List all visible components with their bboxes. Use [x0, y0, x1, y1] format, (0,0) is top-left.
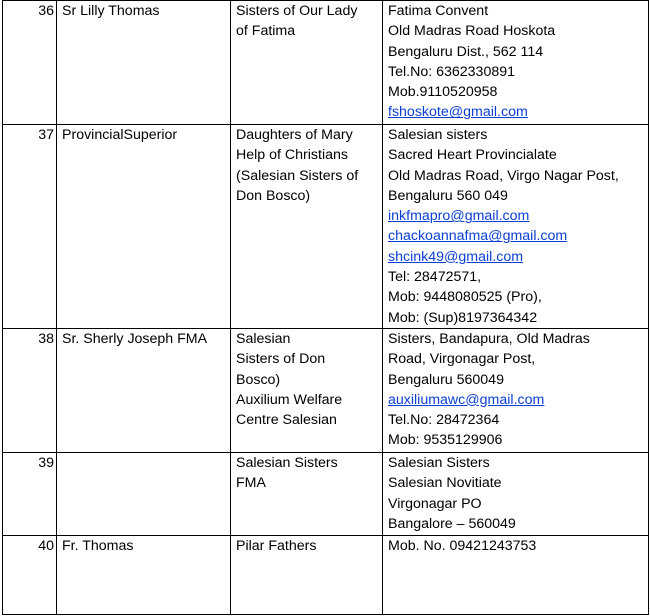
address-cell: [383, 125, 649, 329]
organization-line: Don Bosco): [236, 187, 311, 204]
organization-line: Salesian: [236, 331, 291, 347]
address-line: Bengaluru 560049: [388, 371, 504, 388]
table-row: [3, 536, 649, 615]
email-line: [388, 206, 646, 226]
organization-line: Help of Christians: [236, 147, 348, 164]
address-line: Bengaluru Dist., 562 114: [388, 43, 544, 60]
entry-number: 37: [3, 125, 57, 329]
entry-number: 40: [3, 536, 57, 615]
address-line: Sisters, Bandapura, Old Madras: [388, 331, 590, 347]
organization-cell: [231, 536, 383, 615]
organization-line: Daughters of Mary: [236, 127, 353, 143]
address-line: Fatima Convent: [388, 3, 489, 19]
address-line: Tel.No: 28472364: [388, 412, 500, 429]
directory-table: [2, 0, 649, 615]
organization-line: Bosco): [236, 371, 281, 388]
address-line: Road, Virgonagar Post,: [388, 351, 536, 368]
organization-line: Sisters of Don: [236, 351, 326, 368]
organization-line: Auxilium Welfare: [236, 391, 343, 408]
organization-line: Pilar Fathers: [236, 538, 317, 554]
address-cell: [383, 329, 649, 453]
organization-cell: [231, 125, 383, 329]
directory-table-body: [3, 1, 649, 615]
address-cell: [383, 536, 649, 615]
email-line: [388, 102, 646, 122]
entry-number: 36: [3, 1, 57, 125]
organization-line: FMA: [236, 475, 266, 492]
address-line: Sacred Heart Provincialate: [388, 147, 557, 164]
contact-name: Sr. Sherly Joseph FMA: [57, 329, 231, 453]
address-line: Mob.9110520958: [388, 84, 498, 101]
address-line: Salesian Sisters: [388, 455, 490, 471]
email-line: [388, 247, 646, 267]
address-line: Bengaluru 560 049: [388, 187, 508, 204]
address-cell: [383, 1, 649, 125]
organization-cell: [231, 453, 383, 536]
address-line: Virgonagar PO: [388, 495, 482, 512]
organization-cell: [231, 1, 383, 125]
address-line: Salesian Novitiate: [388, 475, 502, 492]
organization-line: Salesian Sisters: [236, 455, 338, 471]
email-line: [388, 390, 646, 410]
table-row: [3, 125, 649, 329]
email-link[interactable]: inkfmapro@gmail.com: [388, 208, 530, 225]
table-row: [3, 329, 649, 453]
email-line: [388, 226, 646, 246]
table-row: [3, 453, 649, 536]
email-link[interactable]: chackoannafma@gmail.com: [388, 228, 568, 245]
address-line: Mob. No. 09421243753: [388, 538, 537, 554]
organization-cell: [231, 329, 383, 453]
organization-line: Centre Salesian: [236, 412, 337, 429]
address-line: Mob: (Sup)8197364342: [388, 309, 538, 326]
contact-name: ProvincialSuperior: [57, 125, 231, 329]
address-line: Old Madras Road, Virgo Nagar Post,: [388, 167, 619, 184]
address-line: Tel: 28472571,: [388, 269, 482, 286]
entry-number: 39: [3, 453, 57, 536]
address-line: Tel.No: 6362330891: [388, 63, 516, 80]
organization-line: (Salesian Sisters of: [236, 167, 359, 184]
address-line: Salesian sisters: [388, 127, 488, 143]
address-line: Mob: 9535129906: [388, 432, 503, 449]
entry-number: 38: [3, 329, 57, 453]
organization-line: Sisters of Our Lady: [236, 3, 358, 19]
contact-name: Sr Lilly Thomas: [57, 1, 231, 125]
organization-line: of Fatima: [236, 23, 296, 40]
contact-name: Fr. Thomas: [57, 536, 231, 615]
address-line: Old Madras Road Hoskota: [388, 23, 556, 40]
address-cell: [383, 453, 649, 536]
email-link[interactable]: shcink49@gmail.com: [388, 248, 524, 265]
contact-name: [57, 453, 231, 536]
address-line: Mob: 9448080525 (Pro),: [388, 289, 542, 306]
address-line: Bangalore – 560049: [388, 515, 516, 532]
email-link[interactable]: fshoskote@gmail.com: [388, 104, 528, 121]
email-link[interactable]: auxiliumawc@gmail.com: [388, 391, 545, 408]
table-row: [3, 1, 649, 125]
